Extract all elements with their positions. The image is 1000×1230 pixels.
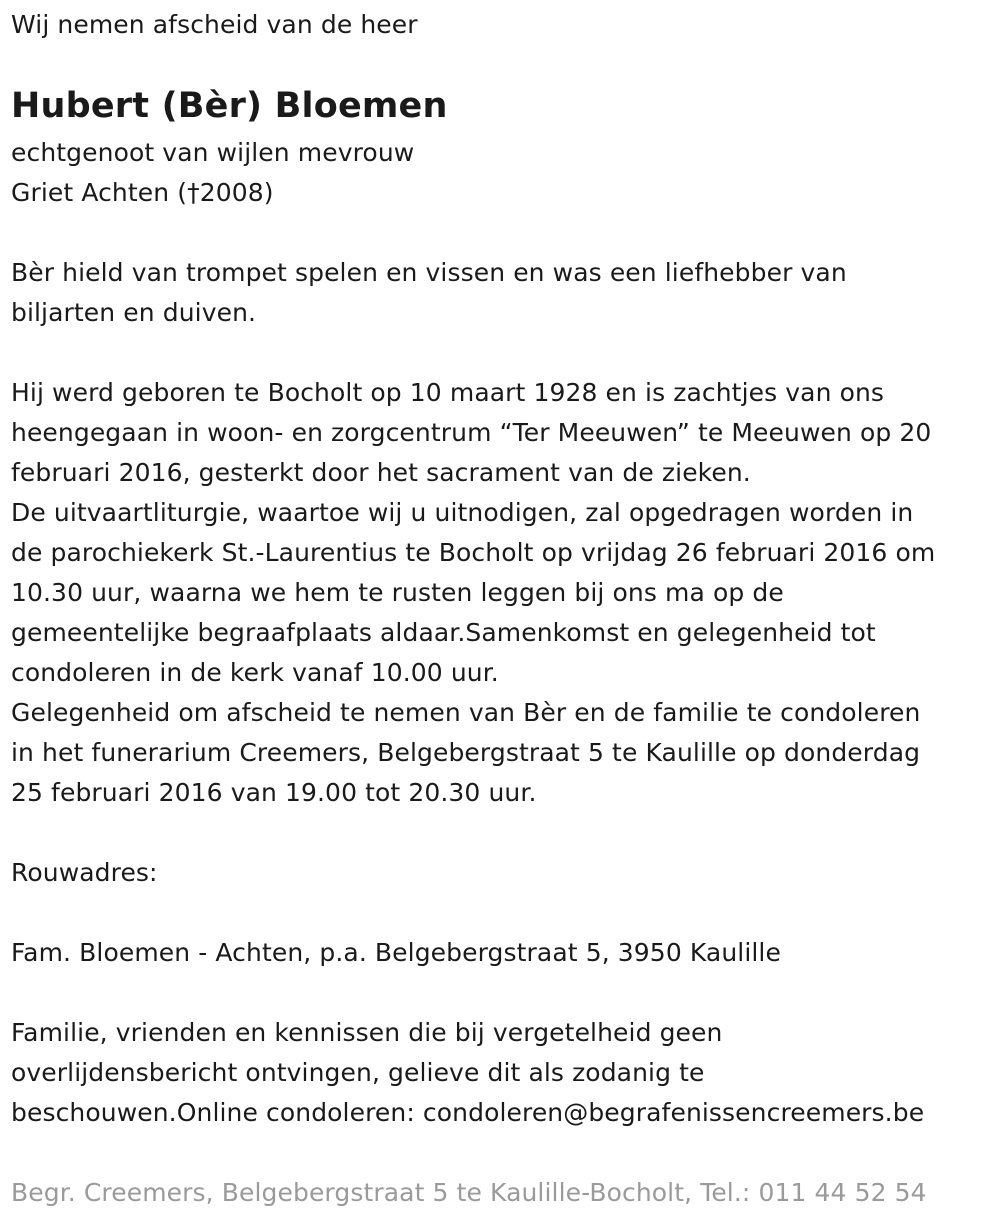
body-line: februari 2016, gesterkt door het sacrament van de zieken. [11,458,751,487]
intro-text: Wij nemen afscheid van de heer [11,10,418,39]
spouse-line-2: Griet Achten (†2008) [11,178,274,207]
body-line: Hij werd geboren te Bocholt op 10 maart 1928 en is zachtjes van ons [11,378,885,407]
address-label: Rouwadres: [11,858,158,887]
notice-line-2: overlijdensbericht ontvingen, gelieve dit als zodanig te [11,1058,705,1087]
body-line: 25 februari 2016 van 19.00 tot 20.30 uur. [11,778,537,807]
body-line: in het funerarium Creemers, Belgebergstraat 5 te Kaulille op donderdag [11,738,921,767]
deceased-name: Hubert (Bèr) Bloemen [11,86,448,126]
address-value: Fam. Bloemen - Achten, p.a. Belgebergstraat 5, 3950 Kaulille [11,938,781,967]
body-line: heengegaan in woon- en zorgcentrum “Ter Meeuwen” te Meeuwen op 20 [11,418,932,447]
body-line: condoleren in de kerk vanaf 10.00 uur. [11,658,499,687]
footer-funeral-home: Begr. Creemers, Belgebergstraat 5 te Kaulille-Bocholt, Tel.: 011 44 52 54 [11,1178,927,1207]
body-line: Gelegenheid om afscheid te nemen van Bèr en de familie te condoleren [11,698,921,727]
notice-line-3: beschouwen.Online condoleren: condoleren@begrafenissencreemers.be [11,1098,925,1127]
spouse-line-1: echtgenoot van wijlen mevrouw [11,138,415,167]
hobbies-line-2: biljarten en duiven. [11,298,257,327]
body-line: De uitvaartliturgie, waartoe wij u uitnodigen, zal opgedragen worden in [11,498,914,527]
body-line: de parochiekerk St.-Laurentius te Bocholt op vrijdag 26 februari 2016 om [11,538,936,567]
body-line: gemeentelijke begraafplaats aldaar.Samenkomst en gelegenheid tot [11,618,876,647]
hobbies-line-1: Bèr hield van trompet spelen en vissen en was een liefhebber van [11,258,847,287]
notice-line-1: Familie, vrienden en kennissen die bij vergetelheid geen [11,1018,723,1047]
body-line: 10.30 uur, waarna we hem te rusten leggen bij ons ma op de [11,578,784,607]
